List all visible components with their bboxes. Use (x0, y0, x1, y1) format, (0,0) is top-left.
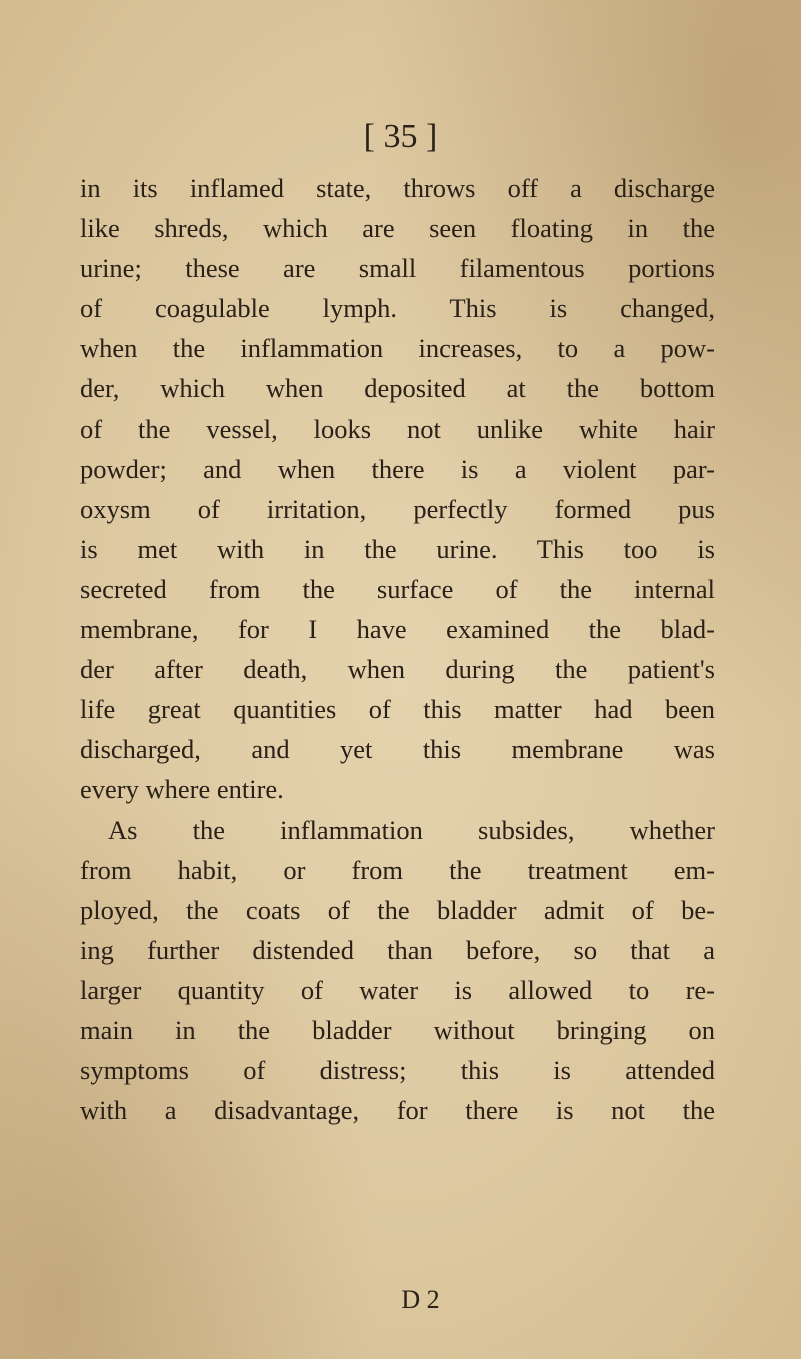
text-line: secreted from the surface of the internal (80, 573, 715, 604)
text-line: der after death, when during the patient's (80, 654, 715, 685)
text-line: ing further distended than before, so that a (80, 934, 715, 965)
text-line: like shreds, which are seen floating in the (80, 213, 715, 244)
text-line: powder; and when there is a violent par- (80, 453, 715, 484)
text-line: in its inflamed state, throws off a discharge (80, 173, 715, 203)
text-line: As the inflammation subsides, whether (108, 814, 715, 845)
body-text (80, 168, 715, 1130)
text-line: urine; these are small filamentous portions (80, 253, 715, 284)
text-line: life great quantities of this matter had been (80, 694, 715, 725)
text-line: of the vessel, looks not unlike white hair (80, 413, 715, 444)
text-line: membrane, for I have examined the blad- (80, 614, 715, 645)
text-line: every where entire. (80, 774, 284, 805)
text-line: symptoms of distress; this is attended (80, 1055, 715, 1086)
signature-mark: D 2 (401, 1285, 440, 1314)
text-line: ployed, the coats of the bladder admit of be- (80, 894, 715, 925)
text-line: der, which when deposited at the bottom (80, 373, 715, 404)
text-line: when the inflammation increases, to a pow- (80, 333, 715, 364)
text-line: oxysm of irritation, perfectly formed pus (80, 493, 715, 524)
text-line: is met with in the urine. This too is (80, 533, 715, 564)
page-number: [ 35 ] (363, 118, 438, 155)
text-line: from habit, or from the treatment em- (80, 854, 715, 885)
text-line: with a disadvantage, for there is not the (80, 1095, 715, 1126)
text-line: main in the bladder without bringing on (80, 1014, 715, 1045)
text-line: larger quantity of water is allowed to re- (80, 974, 715, 1005)
text-line: discharged, and yet this membrane was (80, 734, 715, 765)
text-line: of coagulable lymph. This is changed, (80, 293, 715, 324)
